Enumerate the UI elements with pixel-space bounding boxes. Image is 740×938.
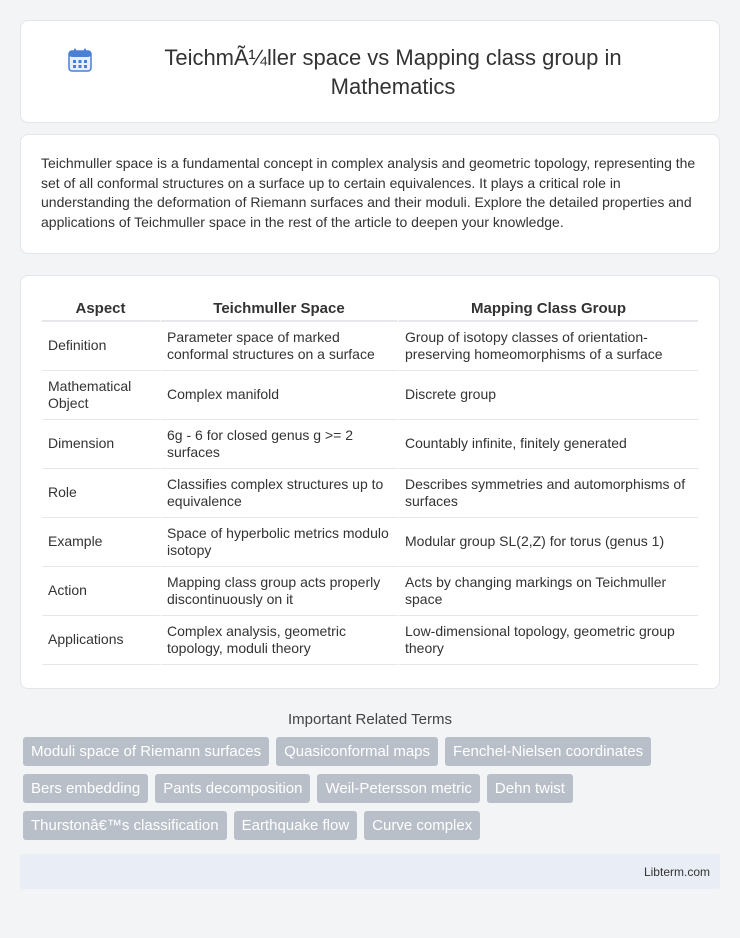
- table-row: [42, 469, 698, 518]
- column-header-teichmuller: Teichmuller Space: [161, 298, 399, 322]
- row-mapping-class: Modular group SL(2,Z) for torus (genus 1): [399, 518, 698, 567]
- footer: [20, 854, 720, 889]
- page-title: TeichmÃ¼ller space vs Mapping class group in Mathematics: [164, 44, 622, 99]
- row-teichmuller: Space of hyperbolic metrics modulo isotopy: [161, 518, 399, 567]
- row-mapping-class: Group of isotopy classes of orientation-preserving homeomorphisms of a surface: [399, 322, 698, 371]
- related-term-tag[interactable]: Bers embedding: [23, 774, 148, 803]
- related-term-tag[interactable]: Moduli space of Riemann surfaces: [23, 737, 269, 766]
- row-aspect: Dimension: [42, 420, 161, 469]
- related-term-tag[interactable]: Weil-Petersson metric: [317, 774, 479, 803]
- related-terms-section: [0, 711, 740, 840]
- table-header-row: [42, 298, 698, 322]
- related-terms-title: Important Related Terms: [288, 711, 452, 728]
- row-teichmuller: Complex analysis, geometric topology, moduli theory: [161, 616, 399, 665]
- row-mapping-class: Countably infinite, finitely generated: [399, 420, 698, 469]
- intro-text: Teichmuller space is a fundamental concept in complex analysis and geometric topology, representing the set of all conformal structures on a surface up to certain equivalences. It plays a critical role in understanding the deformation of Riemann surfaces and their moduli. Explore the detailed properties and applications of Teichmuller space in the rest of the article to deepen your knowledge.: [41, 155, 696, 230]
- row-aspect: Role: [42, 469, 161, 518]
- related-term-tag[interactable]: Fenchel-Nielsen coordinates: [445, 737, 651, 766]
- calendar-icon: [67, 47, 93, 73]
- related-term-tag[interactable]: Quasiconformal maps: [276, 737, 438, 766]
- table-row: [42, 420, 698, 469]
- row-teichmuller: Mapping class group acts properly discontinuously on it: [161, 567, 399, 616]
- row-mapping-class: Acts by changing markings on Teichmuller space: [399, 567, 698, 616]
- row-aspect: Mathematical Object: [42, 371, 161, 420]
- row-mapping-class: Describes symmetries and automorphisms of surfaces: [399, 469, 698, 518]
- related-terms-list: [0, 737, 740, 840]
- row-aspect: Definition: [42, 322, 161, 371]
- footer-site-link[interactable]: Libterm.com: [643, 864, 710, 879]
- row-teichmuller: Classifies complex structures up to equivalence: [161, 469, 399, 518]
- related-term-tag[interactable]: Curve complex: [364, 811, 480, 840]
- row-mapping-class: Discrete group: [399, 371, 698, 420]
- row-teichmuller: Complex manifold: [161, 371, 399, 420]
- title-row: [67, 43, 673, 101]
- intro-card: [20, 134, 720, 254]
- title-card: [20, 20, 720, 123]
- row-aspect: Applications: [42, 616, 161, 665]
- related-term-tag[interactable]: Dehn twist: [487, 774, 573, 803]
- table-row: [42, 322, 698, 371]
- table-row: [42, 616, 698, 665]
- table-row: [42, 567, 698, 616]
- table-row: [42, 518, 698, 567]
- row-mapping-class: Low-dimensional topology, geometric group theory: [399, 616, 698, 665]
- table-row: [42, 371, 698, 420]
- related-term-tag[interactable]: Pants decomposition: [155, 774, 310, 803]
- related-term-tag[interactable]: Thurstonâ€™s classification: [23, 811, 227, 840]
- row-aspect: Example: [42, 518, 161, 567]
- related-term-tag[interactable]: Earthquake flow: [234, 811, 358, 840]
- row-teichmuller: Parameter space of marked conformal structures on a surface: [161, 322, 399, 371]
- column-header-aspect: Aspect: [42, 298, 161, 322]
- row-aspect: Action: [42, 567, 161, 616]
- row-teichmuller: 6g - 6 for closed genus g >= 2 surfaces: [161, 420, 399, 469]
- column-header-mapping-class: Mapping Class Group: [399, 298, 698, 322]
- comparison-table: [42, 298, 698, 665]
- comparison-card: [20, 275, 720, 689]
